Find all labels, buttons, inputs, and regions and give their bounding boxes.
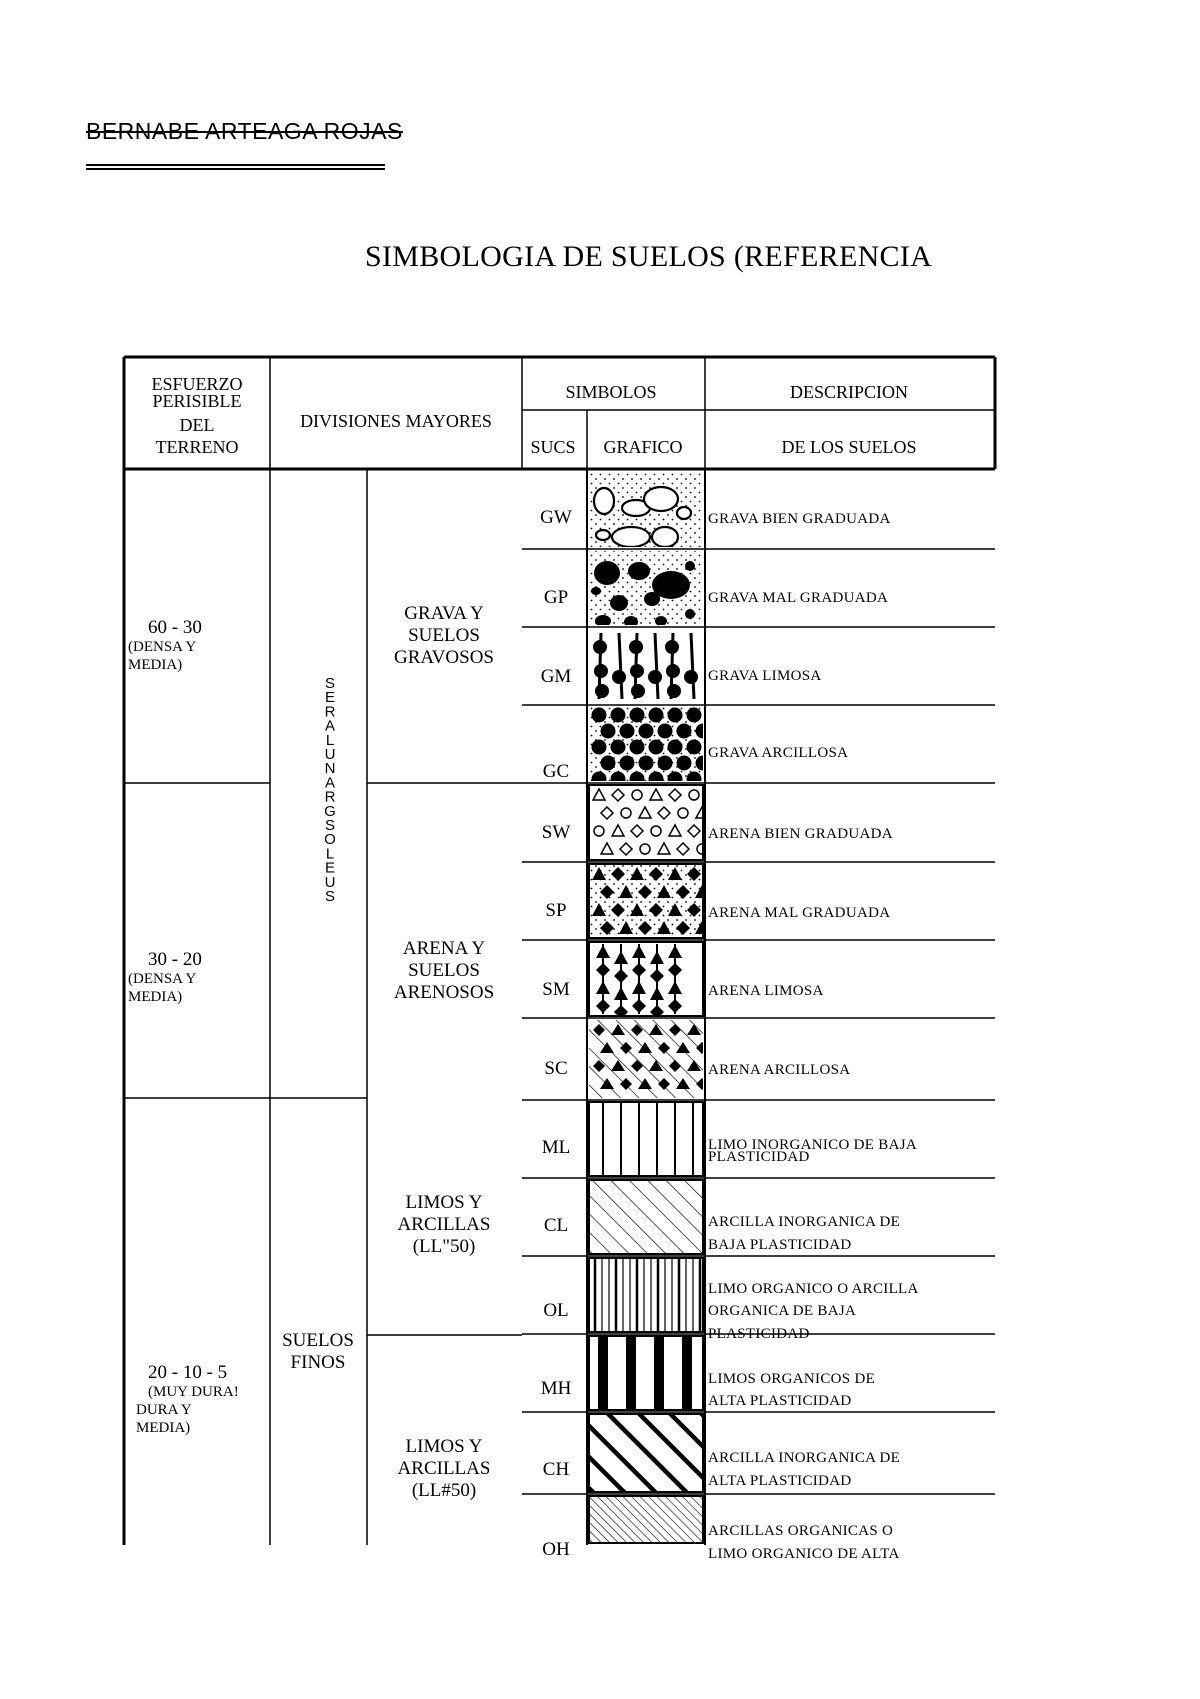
esfuerzo-value: 30 - 20 bbox=[148, 949, 202, 970]
vertical-letter: R bbox=[324, 703, 336, 721]
arcilla-alta-pattern bbox=[589, 1414, 703, 1492]
arena-limosa-pattern bbox=[596, 944, 682, 1019]
header-descripcion: DESCRIPCION bbox=[789, 382, 909, 402]
limo-alta-pattern bbox=[598, 1336, 692, 1410]
sucs-code: GP bbox=[543, 587, 569, 608]
sucs-code: OL bbox=[543, 1300, 569, 1321]
soil-description: GRAVA ARCILLOSA bbox=[708, 745, 849, 761]
esfuerzo-value: 20 - 10 - 5 bbox=[148, 1362, 228, 1383]
sub-division-label: SUELOS bbox=[408, 625, 480, 646]
sucs-code: SP bbox=[545, 900, 567, 921]
table-graphics bbox=[589, 471, 711, 1543]
arena-bien-graduada-pattern bbox=[593, 789, 708, 855]
sucs-code: ML bbox=[541, 1137, 571, 1158]
sub-division-label: LIMOS Y bbox=[405, 1436, 483, 1457]
soil-description: ARCILLAS ORGANICAS O bbox=[708, 1523, 894, 1539]
page-title: SIMBOLOGIA DE SUELOS (REFERENCIA bbox=[365, 240, 933, 273]
header-sucs: SUCS bbox=[530, 437, 576, 457]
sucs-code: CH bbox=[542, 1459, 570, 1480]
header-esfuerzo: ESFUERZO bbox=[151, 374, 243, 394]
vertical-letter: E bbox=[324, 689, 336, 707]
sub-division-label: ARENA Y bbox=[402, 938, 486, 959]
esfuerzo-note: (DENSA Y bbox=[128, 639, 197, 655]
header-de-los-suelos: DE LOS SUELOS bbox=[781, 437, 917, 457]
esfuerzo-note: DURA Y bbox=[136, 1402, 192, 1418]
vertical-letter: G bbox=[324, 802, 336, 820]
arcilla-baja-pattern bbox=[589, 1180, 703, 1254]
sub-division-label: LIMOS Y bbox=[405, 1192, 483, 1213]
soil-description: LIMO INORGANICO DE BAJA bbox=[708, 1137, 917, 1153]
soil-description: BAJA PLASTICIDAD bbox=[708, 1237, 852, 1253]
sucs-code: GW bbox=[540, 507, 572, 528]
esfuerzo-note: (DENSA Y bbox=[128, 971, 197, 987]
vertical-letter: A bbox=[324, 717, 336, 735]
grava-bien-graduada-pattern bbox=[589, 471, 703, 547]
vertical-letter: S bbox=[324, 675, 336, 692]
soil-description: ARENA BIEN GRADUADA bbox=[708, 826, 893, 842]
soil-description: ALTA PLASTICIDAD bbox=[708, 1473, 852, 1489]
soil-description: PLASTICIDAD bbox=[708, 1149, 810, 1165]
sub-division-label: ARCILLAS bbox=[397, 1458, 491, 1479]
header-esfuerzo: DEL bbox=[179, 415, 215, 435]
soil-description: GRAVA BIEN GRADUADA bbox=[708, 511, 891, 527]
vertical-letter: S bbox=[324, 817, 336, 834]
grava-arcillosa-pattern bbox=[589, 707, 711, 787]
sub-division-label: SUELOS bbox=[408, 960, 480, 981]
vertical-letter: E bbox=[324, 859, 336, 877]
vertical-letter: U bbox=[324, 746, 336, 763]
sucs-code: MH bbox=[540, 1378, 572, 1399]
vertical-letter: N bbox=[324, 760, 336, 778]
vertical-letter: L bbox=[325, 731, 335, 749]
limo-baja-pattern bbox=[603, 1102, 693, 1176]
esfuerzo-note: MEDIA) bbox=[136, 1420, 191, 1436]
vertical-letter: R bbox=[324, 788, 336, 806]
sucs-code: GC bbox=[542, 761, 570, 782]
esfuerzo-note: MEDIA) bbox=[128, 657, 183, 673]
sub-division-label: GRAVOSOS bbox=[394, 647, 494, 668]
soil-description: LIMOS ORGANICOS DE bbox=[708, 1371, 876, 1387]
author-name: BERNABE ARTEAGA ROJAS bbox=[86, 118, 403, 144]
sucs-code: CL bbox=[543, 1215, 569, 1236]
arena-arcillosa-pattern bbox=[589, 1020, 708, 1098]
vertical-letter: A bbox=[324, 774, 336, 792]
grava-limosa-pattern bbox=[593, 633, 698, 699]
soil-description: ALTA PLASTICIDAD bbox=[708, 1393, 852, 1409]
sucs-code: OH bbox=[542, 1539, 570, 1560]
header-divisiones: DIVISIONES MAYORES bbox=[300, 411, 492, 431]
sucs-code: GM bbox=[540, 666, 572, 687]
sub-division-label: ARCILLAS bbox=[397, 1214, 491, 1235]
arena-mal-graduada-pattern bbox=[589, 864, 709, 938]
soil-description: ARCILLA INORGANICA DE bbox=[708, 1450, 901, 1466]
vertical-letter: O bbox=[324, 831, 336, 849]
sub-division-label: GRAVA Y bbox=[404, 603, 484, 624]
esfuerzo-value: 60 - 30 bbox=[148, 617, 202, 638]
soil-description: GRAVA LIMOSA bbox=[708, 668, 822, 684]
soil-description: LIMO ORGANICO DE ALTA bbox=[708, 1546, 900, 1562]
header-esfuerzo: TERRENO bbox=[155, 437, 239, 457]
soil-description: ARENA LIMOSA bbox=[708, 983, 824, 999]
sucs-code: SW bbox=[541, 822, 571, 843]
soil-description: ORGANICA DE BAJA bbox=[708, 1303, 857, 1319]
table-grid bbox=[124, 357, 995, 1545]
table-text bbox=[128, 374, 919, 1562]
soil-description: PLASTICIDAD bbox=[708, 1326, 810, 1342]
esfuerzo-note: MEDIA) bbox=[128, 989, 183, 1005]
soil-description: LIMO ORGANICO O ARCILLA bbox=[708, 1281, 919, 1297]
esfuerzo-note: (MUY DURA! bbox=[148, 1384, 239, 1400]
header-simbolos: SIMBOLOS bbox=[565, 382, 657, 402]
soil-description: ARENA ARCILLOSA bbox=[708, 1062, 851, 1078]
sucs-code: SC bbox=[544, 1058, 568, 1079]
vertical-letter: U bbox=[324, 873, 336, 891]
header-grafico: GRAFICO bbox=[603, 437, 683, 457]
vertical-letter: S bbox=[324, 888, 336, 905]
organico-baja-pattern bbox=[595, 1258, 700, 1332]
sub-division-label: (LL"50) bbox=[412, 1236, 476, 1257]
vertical-letter: L bbox=[325, 845, 335, 863]
soil-description: GRAVA MAL GRADUADA bbox=[708, 590, 889, 606]
header-esfuerzo: PERISIBLE bbox=[152, 391, 242, 411]
sub-division-label: (LL#50) bbox=[411, 1480, 477, 1501]
soil-description: ARENA MAL GRADUADA bbox=[708, 905, 891, 921]
soil-description: ARCILLA INORGANICA DE bbox=[708, 1214, 901, 1230]
organico-alta-pattern bbox=[589, 1496, 703, 1543]
major-division-label: SUELOS bbox=[282, 1330, 354, 1351]
sub-division-label: ARENOSOS bbox=[393, 982, 495, 1003]
sucs-code: SM bbox=[542, 979, 570, 1000]
major-division-label: FINOS bbox=[290, 1352, 346, 1373]
grava-mal-graduada-pattern bbox=[589, 551, 703, 628]
